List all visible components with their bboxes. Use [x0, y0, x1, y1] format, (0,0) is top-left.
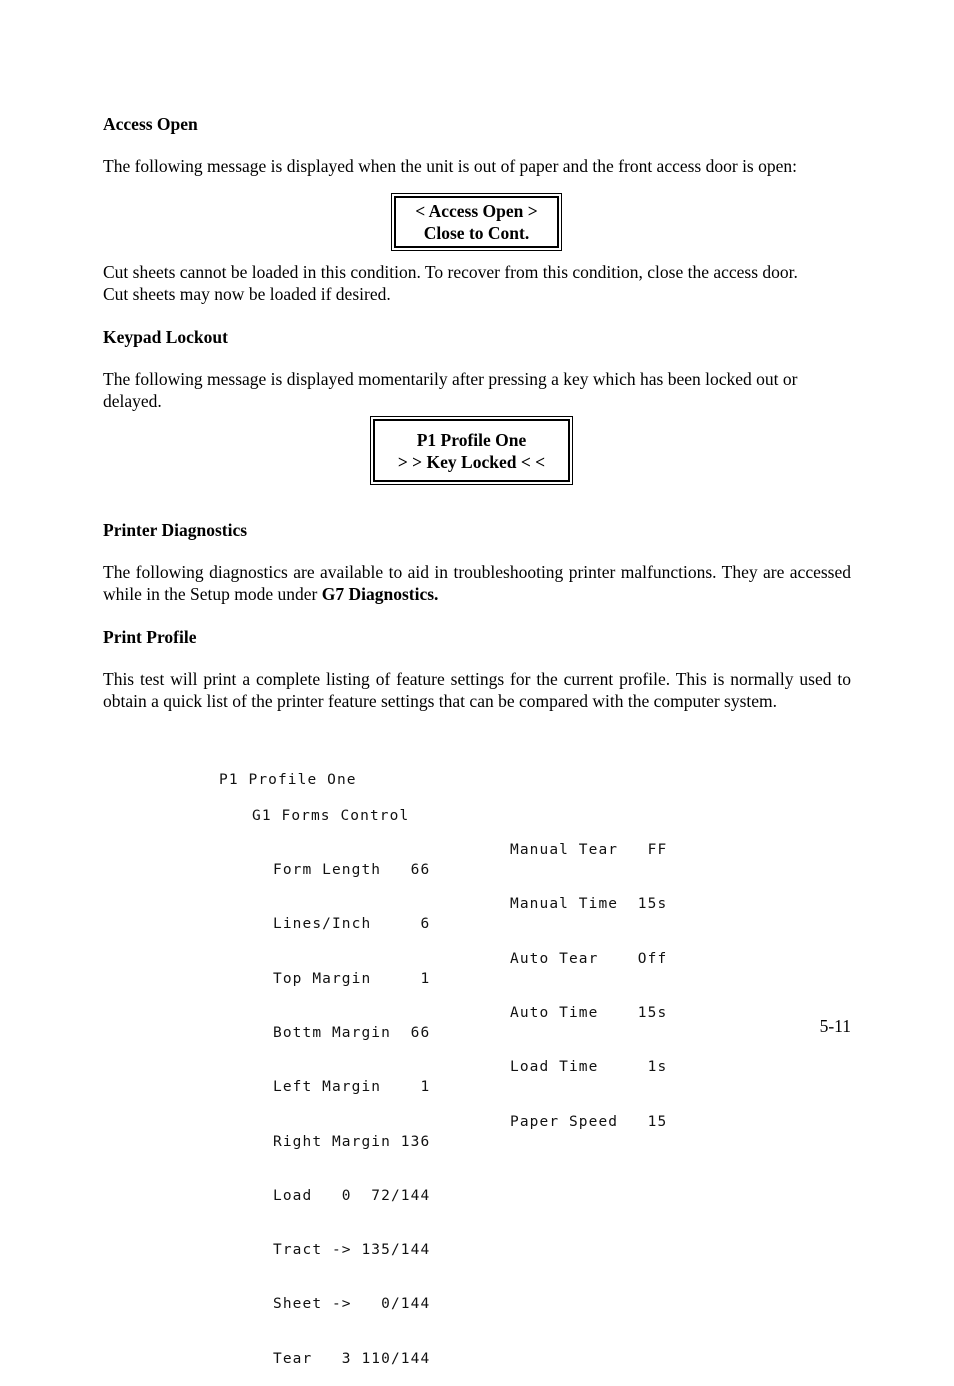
printer-diagnostics-body: [103, 561, 851, 605]
display-line-1: P1 Profile One: [416, 429, 527, 450]
printout-line: Top Margin 1: [273, 970, 431, 987]
access-open-display: [391, 193, 562, 251]
printout-line: Load 0 72/144: [273, 1187, 431, 1204]
printout-right-list: [510, 805, 667, 1149]
printout-line: Auto Tear Off: [510, 950, 668, 967]
printout-line: Right Margin 136: [273, 1133, 431, 1150]
access-open-recovery-line-1: Cut sheets cannot be loaded in this condition. To recover from this condition, close the access door.: [103, 262, 798, 282]
printout-line: Lines/Inch 6: [273, 916, 431, 933]
keypad-lockout-intro: The following message is displayed momentarily after pressing a key which has been locked out or delayed.: [103, 369, 798, 411]
printout-line: Tear 3 110/144: [273, 1350, 431, 1367]
printout-line: Manual Tear FF: [510, 842, 668, 859]
printer-diagnostics-text: The following diagnostics are available to aid in troubleshooting printer malfunctions. They are accessed while in the Setup mode under: [103, 562, 851, 604]
printout-line: Form Length 66: [273, 862, 431, 879]
printout-left-list: [273, 825, 430, 1386]
print-profile-body: This test will print a complete listing of feature settings for the current profile. This is normally used to obtain a quick list of the printer feature settings that can be compared with the computer system.: [103, 669, 851, 711]
printout-line: Manual Time 15s: [510, 896, 668, 913]
heading-access-open: Access Open: [103, 114, 198, 134]
printout-line: Tract -> 135/144: [273, 1242, 431, 1259]
printout-line: Paper Speed 15: [510, 1113, 668, 1130]
display-line-2: > > Key Locked < <: [397, 451, 546, 472]
display-line-2: Close to Cont.: [423, 223, 530, 243]
printout-line: Bottm Margin 66: [273, 1025, 431, 1042]
access-open-intro: The following message is displayed when the unit is out of paper and the front access door is open:: [103, 156, 798, 176]
heading-printer-diagnostics: Printer Diagnostics: [103, 520, 248, 540]
display-line-1: < Access Open >: [415, 201, 538, 221]
heading-print-profile: Print Profile: [103, 627, 197, 647]
heading-keypad-lockout: Keypad Lockout: [103, 327, 228, 347]
printout-line: Load Time 1s: [510, 1059, 668, 1076]
printer-diagnostics-menu-ref: G7 Diagnostics.: [321, 584, 439, 604]
access-open-recovery-line-2: Cut sheets may now be loaded if desired.: [103, 284, 391, 304]
page-number: 5-11: [819, 1016, 851, 1036]
printout-line: Auto Time 15s: [510, 1005, 668, 1022]
printout-line: Sheet -> 0/144: [273, 1296, 431, 1313]
printout-line: Left Margin 1: [273, 1079, 431, 1096]
printout-title: P1 Profile One: [219, 772, 357, 788]
keypad-lockout-display: [370, 416, 573, 485]
printout-group: G1 Forms Control: [252, 808, 410, 824]
